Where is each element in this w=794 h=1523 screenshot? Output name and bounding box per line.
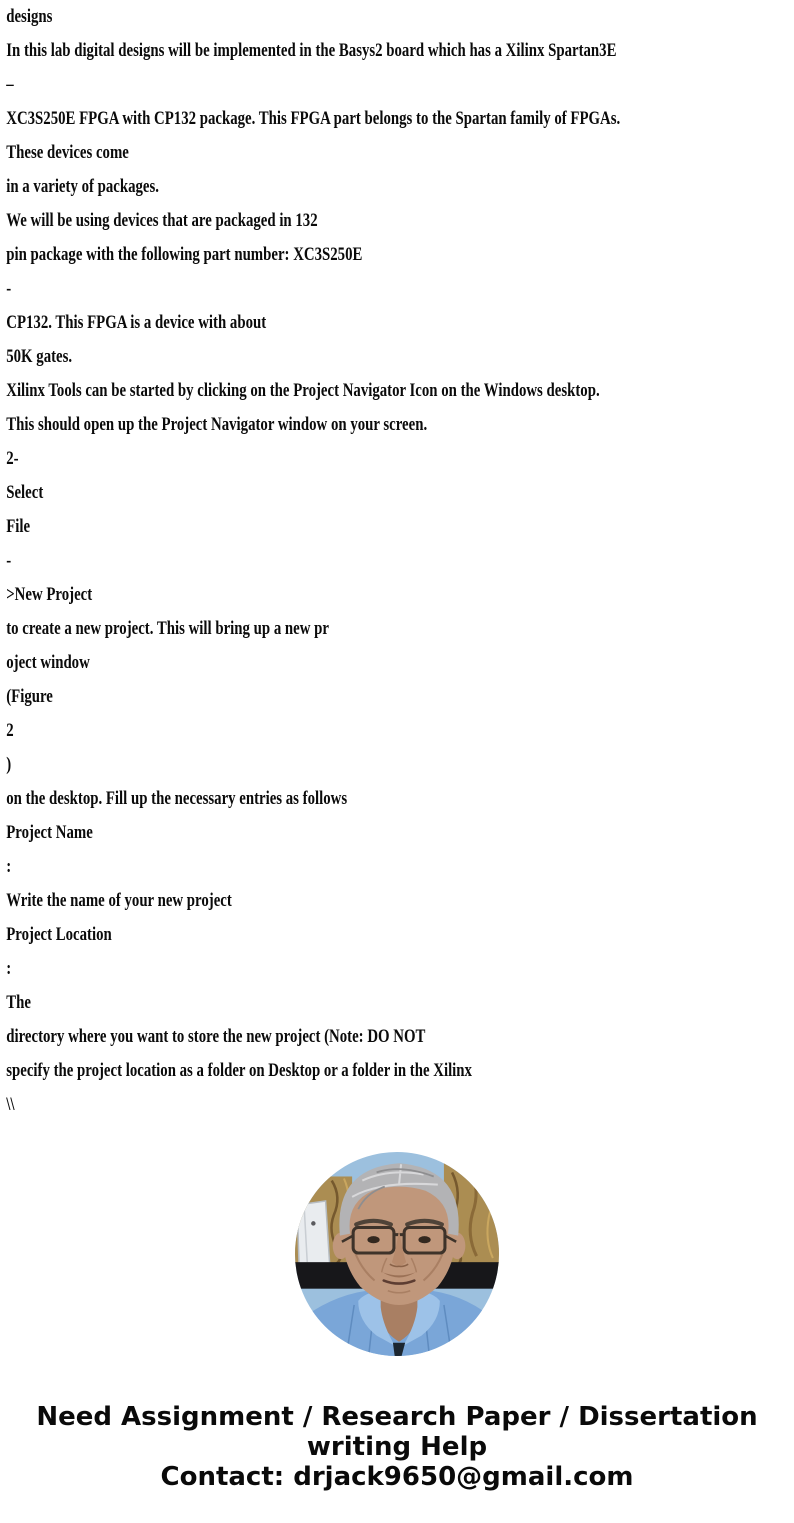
text-line: (Figure	[6, 686, 53, 707]
text-line: Project Location	[6, 924, 112, 945]
footer-line-1: Need Assignment / Research Paper / Dissertation	[36, 1402, 758, 1432]
text-line: We will be using devices that are packaged in 132	[6, 210, 318, 231]
text-line: XC3S250E FPGA with CP132 package. This FPGA part belongs to the Spartan family of FPGAs.	[6, 108, 621, 129]
text-line: directory where you want to store the new project (Note: DO NOT	[6, 1026, 426, 1047]
text-line: 50K gates.	[6, 346, 73, 367]
text-line: The	[6, 992, 31, 1013]
avatar-door-knob	[311, 1221, 315, 1225]
text-line: –	[6, 74, 14, 95]
text-line: )	[6, 754, 12, 775]
avatar	[295, 1152, 499, 1356]
text-line: -	[6, 550, 12, 571]
avatar-door-frame	[297, 1201, 330, 1264]
text-line: Write the name of your new project	[6, 890, 232, 911]
text-line: specify the project location as a folder on Desktop or a folder in the Xilinx	[6, 1060, 472, 1081]
avatar-eye-left	[367, 1236, 379, 1243]
text-line: CP132. This FPGA is a device with about	[6, 312, 267, 333]
footer-line-2: writing Help	[306, 1432, 488, 1462]
avatar-photo-group	[295, 1152, 499, 1356]
avatar-eye-right	[418, 1236, 430, 1243]
text-line: 2	[6, 720, 14, 741]
text-line: pin package with the following part number: XC3S250E	[6, 244, 363, 265]
avatar-image	[295, 1152, 499, 1356]
footer-contact-line: Contact: drjack9650@gmail.com	[160, 1462, 634, 1492]
text-line: Project Name	[6, 822, 93, 843]
text-line: \\	[6, 1094, 15, 1115]
text-line: This should open up the Project Navigator window on your screen.	[6, 414, 428, 435]
text-line: oject window	[6, 652, 90, 673]
text-line: on the desktop. Fill up the necessary entries as follows	[6, 788, 348, 809]
text-line: designs	[6, 6, 53, 27]
text-line: >New Project	[6, 584, 93, 605]
text-line: In this lab digital designs will be implemented in the Basys2 board which has a Xilinx Spartan3E	[6, 40, 617, 61]
text-line: :	[6, 958, 12, 979]
text-line: These devices come	[6, 142, 129, 163]
text-line: -	[6, 278, 12, 299]
text-line: in a variety of packages.	[6, 176, 159, 197]
text-line: Xilinx Tools can be started by clicking on the Project Navigator Icon on the Windows desktop.	[6, 380, 600, 401]
text-line: :	[6, 856, 12, 877]
text-line: Select	[6, 482, 44, 503]
text-line: 2-	[6, 448, 19, 469]
footer-banner	[0, 1402, 794, 1492]
text-line: File	[6, 516, 31, 537]
text-line: to create a new project. This will bring up a new pr	[6, 618, 329, 639]
